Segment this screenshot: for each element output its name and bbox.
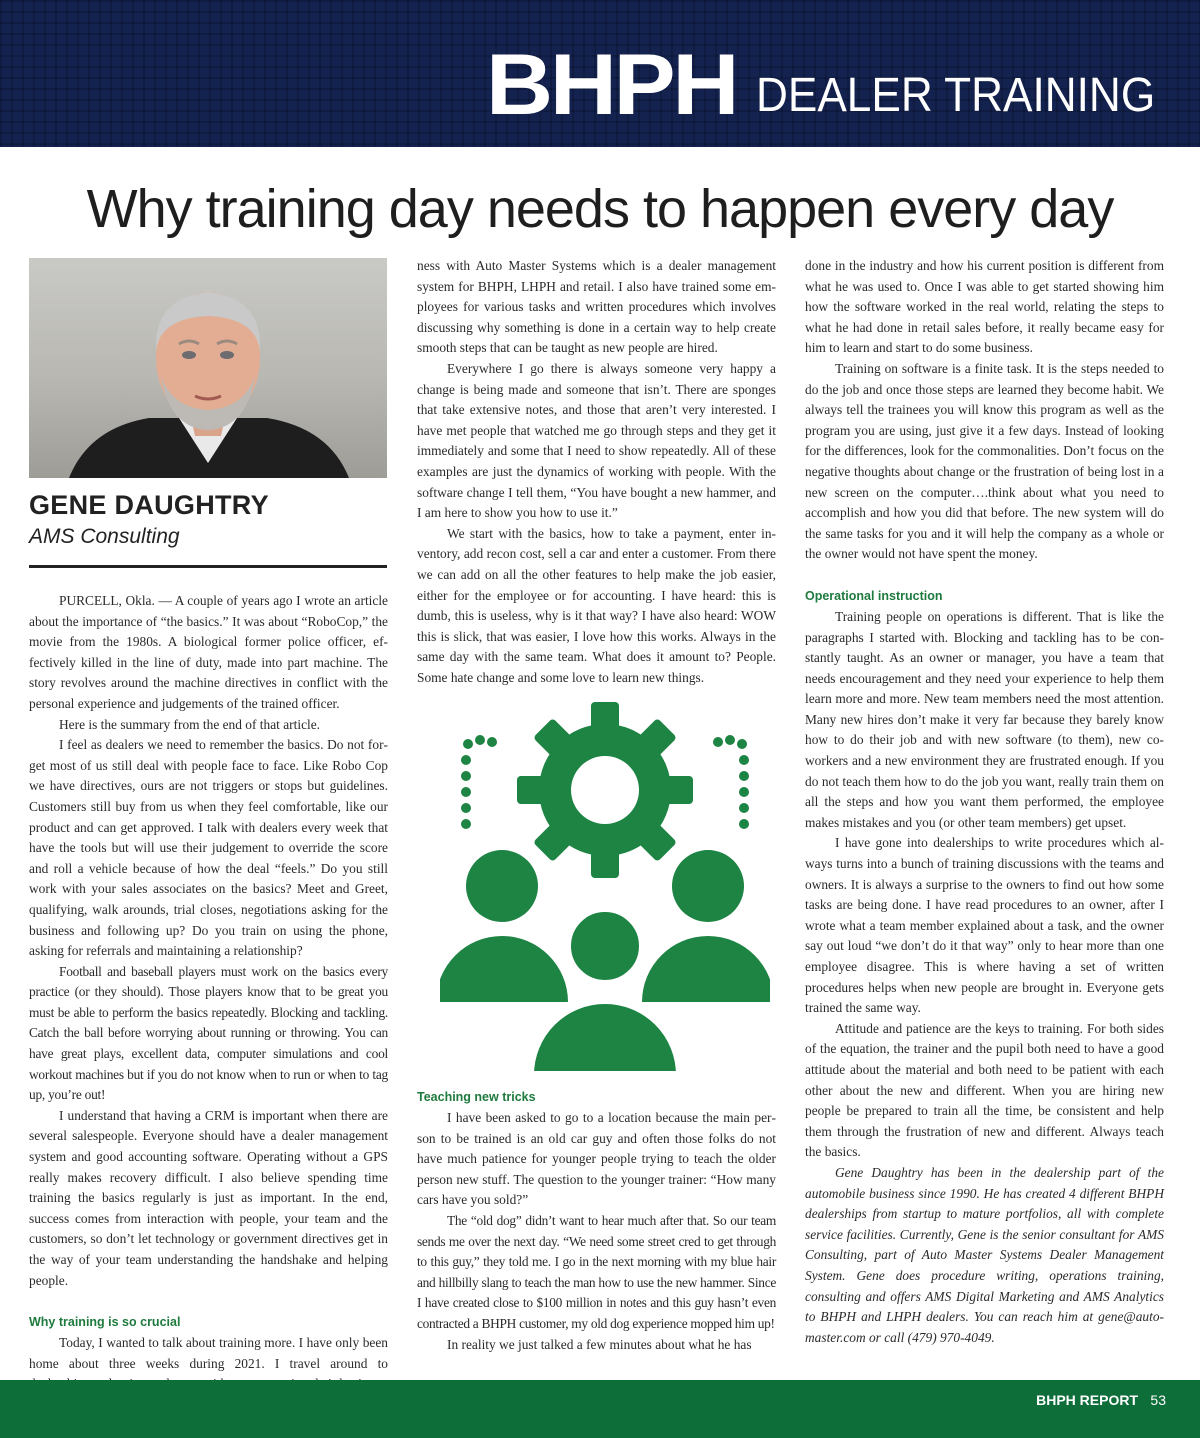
publication-name: BHPH REPORT bbox=[1036, 1392, 1138, 1408]
body-paragraph: I have been asked to go to a location because the main person to be trained is an old car guy and often those folks do not have much patience for younger people trying to teach the older person new stuff. The question to the younger trainer: “How many cars have you sold?” bbox=[417, 1110, 776, 1208]
body-paragraph: We start with the basics, how to take a payment, enter inventory, add recon cost, sell a car and enter a customer. From there we can add on all the other features to help make the job easier, either for the employee or for accounting. I have heard: this is dumb, this is useless, why is it that way? I have also heard: WOW this is slick, that was easier, I love how this works. Always in the same day with the same team. What does it amount to? People. Some hate change and some love to learn new things. bbox=[417, 525, 776, 685]
author-organization: AMS Consulting bbox=[29, 525, 180, 548]
dotted-connector-left bbox=[461, 735, 497, 829]
body-paragraph: Here is the summary from the end of that article. bbox=[59, 716, 321, 732]
body-paragraph: In reality we just talked a few minutes about what he has bbox=[447, 1336, 752, 1352]
masthead-banner bbox=[0, 0, 1200, 147]
body-paragraph: Attitude and patience are the keys to training. For both sides of the equation, the trainer and the pupil both need to have a good attitude about the material and both need to be patient with each other about the new and different. When you are hiring new people be prepared to train all the time, be consistent and help them through the frustration of new and different. Always teach the basics. bbox=[805, 1020, 1164, 1160]
article-column-3 bbox=[805, 256, 1164, 1348]
section-heading: Operational instruction bbox=[805, 588, 943, 603]
masthead-brand: BHPH bbox=[486, 37, 737, 133]
page-number: 53 bbox=[1150, 1392, 1166, 1408]
article-column-2-bottom bbox=[417, 1088, 776, 1355]
body-paragraph: done in the industry and how his current position is different from what he was used to. Once I was able to get started showing him how the software worked in the real world, relating the steps to what he had done in retail sales before, it really became easy for him to learn and start to do some business. bbox=[805, 258, 1164, 356]
author-photo bbox=[29, 258, 387, 478]
author-divider bbox=[29, 565, 387, 568]
article-headline: Why training day needs to happen every day bbox=[86, 179, 1114, 239]
body-paragraph: Today, I wanted to talk about training more. I have only been home about three weeks during 2021. I travel around to bbox=[29, 1335, 388, 1371]
section-heading: Teaching new tricks bbox=[417, 1090, 536, 1104]
author-name: GENE DAUGHTRY bbox=[29, 490, 269, 520]
body-paragraph: Training people on operations is different. That is like the paragraphs I started with. Blocking and tackling has to be constantly taught. As an owner or manager, you have a team that needs encouragement and they need your experience to help them learn more and more. New team members need the most attention. Many new hires don’t make it very far because they barely know how to do their job and with new software (to them), new co-workers and a new environment they are frustrated enough. If you do not teach them how to do the job you want, really train them on all the steps and how you want them performed, the employee makes mistakes and you (or other team members) get upset. bbox=[805, 608, 1164, 830]
article-column-1 bbox=[29, 591, 388, 1395]
body-paragraph: I understand that having a CRM is important when there are several salespeople. Everyone should have a dealer management system and good accounting software. Operating without a GPS really makes recovery difficult. I also believe spending time training the basics regularly is just as important. In the end, success comes from interaction with people, your team and the customers, so don’t let technology or government directives get in the way of your team understanding the handshake and helping people. bbox=[29, 1107, 388, 1288]
author-portrait-image bbox=[29, 258, 387, 478]
person-icon-left bbox=[440, 850, 568, 1002]
body-paragraph: I have gone into dealerships to write procedures which always turns into a bunch of training discussions with the teams and owners. It is always a surprise to the owners to find out how some tasks are being done. I have read procedures to an owner, after I wrote what a team member explained about a task, and the owner say out loud “we don’t do it that way” only to hear more than one employee disagree. This is where having a set of written procedures helps when new people are brought in. Everyone gets trained the same way. bbox=[805, 835, 1164, 1016]
gear-icon bbox=[517, 702, 693, 878]
body-paragraph: Everywhere I go there is always someone very happy a change is being made and someone that isn’t. There are sponges that take extensive notes, and those that aren’t very interested. I have met people that watched me go through steps and they get it immediately and some that I need to show repeatedly. All of these examples are just the dynamics of working with people. With the software change I tell them, “You have bought a new hammer, and I am here to show you how to use it.” bbox=[417, 360, 776, 521]
author-bio: Gene Daughtry has been in the dealership part of the automobile business since 1990. He has created 4 different BHPH dealerships from startup to mature portfolios, all with complete service facilities. Currently, Gene is the senior consultant for AMS Consulting, part of Auto Master Systems Dealer Management System. Gene does procedure writing, operations training, consulting and offers AMS Digital Marketing and AMS Analytics to BHPH and LHPH dealers. You can reach him at gene@auto-master.com or call (479) 970-4049. bbox=[805, 1164, 1164, 1345]
body-paragraph: ness with Auto Master Systems which is a dealer management system for BHPH, LHPH and retail. I also have trained some employees for various tasks and written procedures which involves discussing why something is done in a certain way to help create smooth steps that can be taught as new people are hired. bbox=[417, 258, 776, 356]
body-paragraph: Football and baseball players must work on the basics every practice (or they should). Those players know that to be great you must be able to perform the basics repeatedly. Blocking and tackling. Catch the ball before worrying about running or throwing. You can have great plays, excellent data, computer simulations and cool workout machines but if you do not know when to run or when to tag up, you’re out! bbox=[29, 963, 388, 1103]
body-paragraph: Training on software is a finite task. It is the steps needed to do the job and once those steps are learned they become habit. We always tell the trainees you will know this program as well as the program you are using, just give it a few days. Instead of looking for the differences, look for the commonalities. Don’t focus on the negative thoughts about change or the frustration of being lost in a new screen on the computer….think about what you need to accomplish and how you did that before. The new system will do the same tasks for you and it will help the company as a whole or the owner would not have spent the money. bbox=[805, 360, 1164, 562]
person-icon-right bbox=[642, 850, 770, 1002]
dotted-connector-right bbox=[713, 735, 749, 829]
body-paragraph: I feel as dealers we need to remember the basics. Do not forget most of us still deal with people face to face. Like Robo Cop we have directives, ours are not triggers or stops but guidelines. Customers still buy from us when they feel comfortable, like our product and can get approved. I talk with dealers every week that have the tools but will use their judgement to override the score and roll a vehicle because of how the deal “feels.” Do you still work with your sales associates on the basics? Meet and Greet, qualifying, walk arounds, trial closes, negotiations asking for the business and following up? Do you train on using the phone, asking for referrals and maintaining a relationship? bbox=[29, 737, 388, 959]
section-heading: Why training is so crucial bbox=[29, 1315, 181, 1330]
team-gear-illustration bbox=[440, 700, 770, 1075]
page-footer bbox=[0, 1380, 1200, 1438]
body-paragraph: The “old dog” didn’t want to hear much after that. So our team sends me over the next day. “We need some street cred to get through to this guy,” they told me. I go in the next morning with my blue hair and hillbilly slang to teach the man how to use the new hammer. Since I have created close to $100 million in notes and this guy hasn’t even contracted a BHPH customer, my old dog experience mopped him up! bbox=[417, 1212, 776, 1331]
body-paragraph: PURCELL, Okla. — A couple of years ago I wrote an article about the importance of “the basics.” It was about “RoboCop,” the movie from the 1980s. A biological former police officer, effectively killed in the line of duty, made into part machine. The story revolves around the machine directives in conflict with the personal experience and judgements of the trained officer. bbox=[29, 593, 388, 711]
article-column-2-top bbox=[417, 256, 776, 688]
masthead-section: DEALER TRAINING bbox=[756, 69, 1156, 122]
